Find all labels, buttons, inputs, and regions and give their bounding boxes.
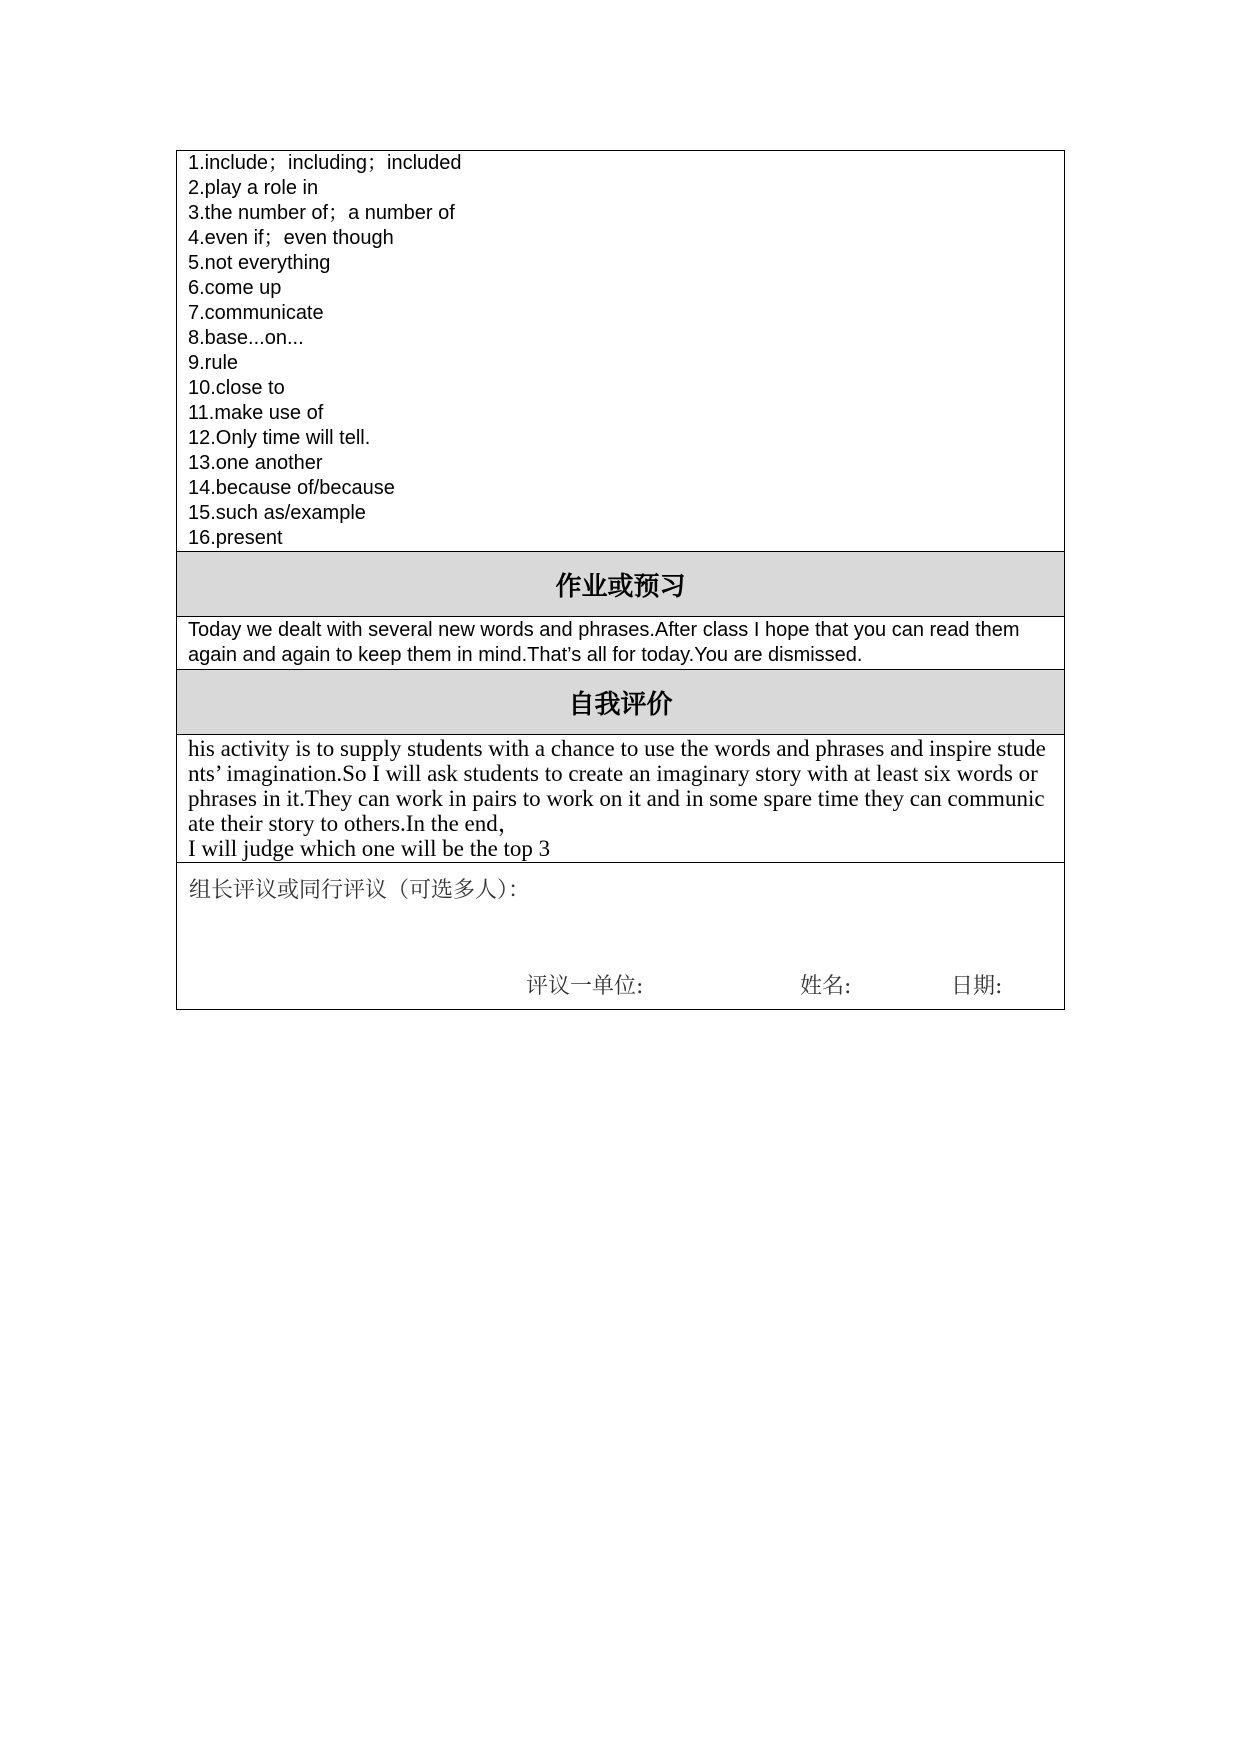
vocab-item: 1.include；including；included xyxy=(188,152,462,174)
lesson-plan-table xyxy=(176,150,1065,1010)
vocab-item: 7.communicate xyxy=(188,302,324,324)
self-evaluation-text xyxy=(177,734,1064,862)
vocab-item: 13.one another xyxy=(188,452,323,474)
vocab-item: 12.Only time will tell. xyxy=(188,427,371,449)
self-evaluation-header: 自我评价 xyxy=(177,669,1064,734)
vocab-item: 6.come up xyxy=(188,277,282,299)
peer-review-label: 组长评议或同行评议（可选多人）： xyxy=(189,878,531,903)
vocab-item: 8.base...on... xyxy=(188,327,304,349)
vocab-item: 10.close to xyxy=(188,377,285,399)
review-unit-label: 评议一单位: xyxy=(526,974,644,999)
vocab-item: 2.play a role in xyxy=(188,177,319,199)
vocab-item: 9.rule xyxy=(188,352,239,374)
vocab-item: 4.even if；even though xyxy=(188,227,394,249)
vocab-item: 16.present xyxy=(188,527,283,549)
review-name-label: 姓名: xyxy=(800,974,852,999)
vocab-item: 15.such as/example xyxy=(188,502,366,524)
vocab-item: 11.make use of xyxy=(188,402,324,424)
homework-header: 作业或预习 xyxy=(177,551,1064,616)
vocab-item: 3.the number of；a number of xyxy=(188,202,455,224)
review-date-label: 日期: xyxy=(951,974,1003,999)
self-evaluation-paragraph: his activity is to supply students with a chance to use the words and phrases and inspire students’ imagination.So I will ask students to create an imaginary story with at least six words or phrases in it.They can work in pairs to work on it and in some spare time they can communicate their story to others.In the end， xyxy=(188,736,1046,836)
vocab-item: 14.because of/because xyxy=(188,477,395,499)
self-evaluation-last-line: I will judge which one will be the top 3 xyxy=(188,836,551,861)
peer-review-cell xyxy=(177,862,1064,1009)
vocabulary-list xyxy=(177,151,1064,551)
homework-text: Today we dealt with several new words and phrases.After class I hope that you can read them again and again to keep them in mind.That’s all for today.You are dismissed. xyxy=(177,616,1064,669)
vocab-item: 5.not everything xyxy=(188,252,331,274)
